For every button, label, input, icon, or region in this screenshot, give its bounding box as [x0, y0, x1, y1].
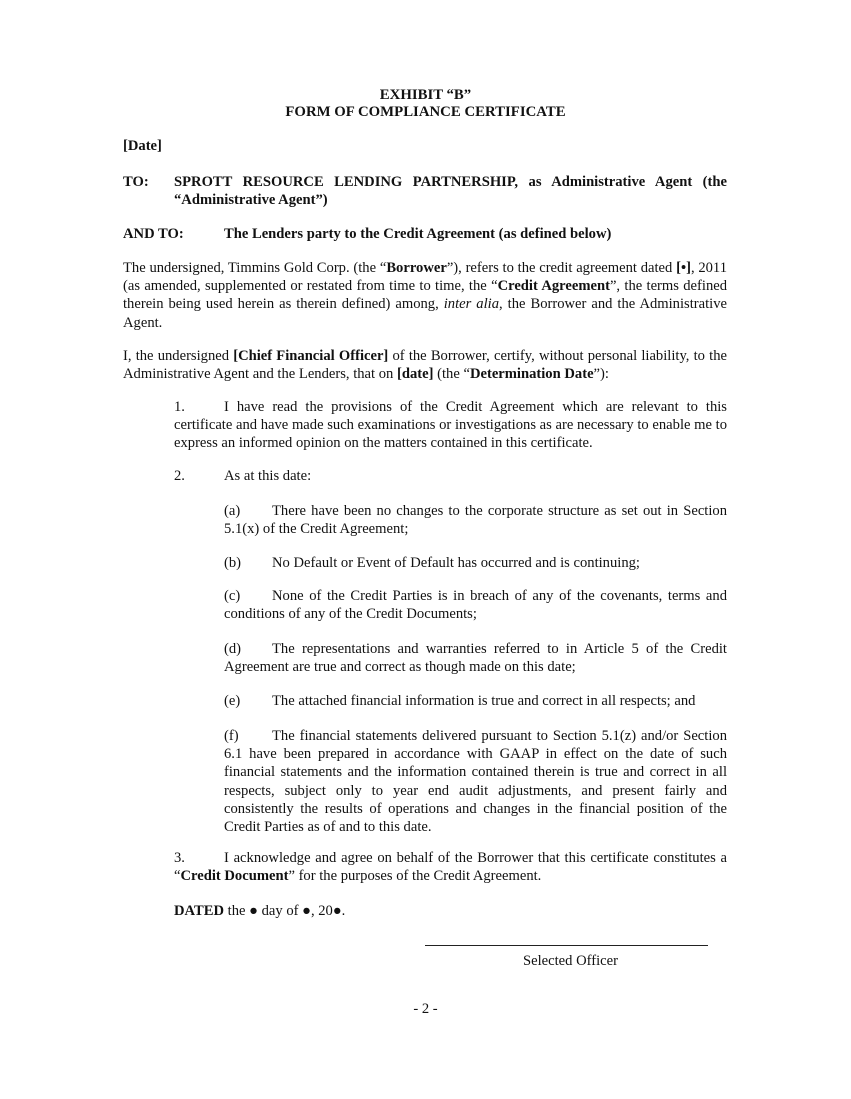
subitem-a-number: (a) — [224, 503, 241, 519]
subitem-f-number: (f) — [224, 728, 239, 744]
signature-line — [425, 945, 708, 946]
subitem-a-text: There have been no changes to the corporate structure as set out in Section 5.1(x) of the Credit Agreement; — [224, 503, 727, 538]
item-1-number: 1. — [174, 399, 185, 415]
subitem-d-text: The representations and warranties referred to in Article 5 of the Credit Agreement are true and correct as though made on this date; — [224, 641, 727, 676]
item-3-number: 3. — [174, 850, 185, 866]
and-to-label: AND TO: — [123, 226, 184, 242]
document-title: FORM OF COMPLIANCE CERTIFICATE — [285, 104, 566, 120]
item-2-text: As at this date: — [224, 468, 312, 484]
item-2-number: 2. — [174, 468, 185, 484]
exhibit-heading: EXHIBIT “B” — [379, 87, 472, 103]
page-number: - 2 - — [413, 1001, 438, 1017]
item-1-text: I have read the provisions of the Credit Agreement which are relevant to this certificate and have made such examinations or investigations as are necessary to enable me to express an informed opinion on the matters contained in this certificate. — [174, 399, 727, 452]
item-3-text: I acknowledge and agree on behalf of the Borrower that this certificate constitutes a “Credit Document” for the purposes of the Credit Agreement. — [174, 850, 727, 885]
and-to-text: The Lenders party to the Credit Agreement (as defined below) — [224, 226, 612, 242]
subitem-d-number: (d) — [224, 641, 242, 657]
subitem-f-text: The financial statements delivered pursuant to Section 5.1(z) and/or Section 6.1 have been prepared in accordance with GAAP in effect on the date of such financial statements and the information contained therein is true and correct in all respects, subject only to year end audit adjustments, and present fairly and consistently the results of operations and changes in the financial position of the Credit Parties as of and to this date. — [224, 728, 727, 836]
dated-line: DATED the ● day of ●, 20●. — [174, 903, 346, 919]
intro-paragraph-1: The undersigned, Timmins Gold Corp. (the “Borrower”), refers to the credit agreement dated [•], 2011 (as amended, supplemented or restated from time to time, the “Credit Agreement”, the terms defined therein being used herein as therein defined) among, inter alia, the Borrower and the Administrative Agent. — [123, 260, 728, 331]
subitem-e-text: The attached financial information is true and correct in all respects; and — [272, 693, 696, 709]
to-line-2: “Administrative Agent”) — [174, 192, 328, 208]
subitem-e-number: (e) — [224, 693, 241, 709]
subitem-b-text: No Default or Event of Default has occurred and is continuing; — [272, 555, 640, 571]
date-placeholder: [Date] — [123, 138, 162, 154]
subitem-b-number: (b) — [224, 555, 242, 571]
to-label: TO: — [123, 174, 149, 190]
intro-paragraph-2: I, the undersigned [Chief Financial Officer] of the Borrower, certify, without personal liability, to the Administrative Agent and the Lenders, that on [date] (the “Determination Date”): — [123, 348, 727, 383]
subitem-c-number: (c) — [224, 588, 241, 604]
signature-caption: Selected Officer — [523, 953, 618, 969]
to-line-1: SPROTT RESOURCE LENDING PARTNERSHIP, as Administrative Agent (the — [174, 174, 727, 190]
subitem-c-text: None of the Credit Parties is in breach of any of the covenants, terms and conditions of any of the Credit Documents; — [224, 588, 727, 623]
